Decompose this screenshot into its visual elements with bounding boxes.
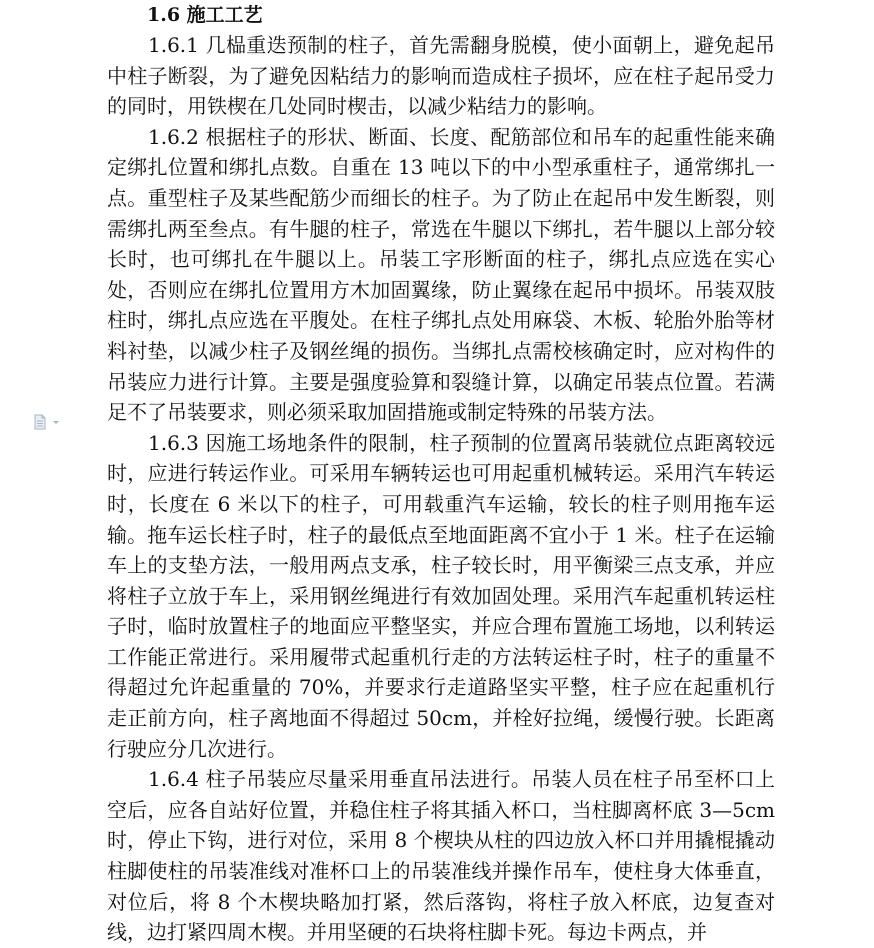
document-page [107,0,775,948]
document-options-icon [33,414,61,430]
section-heading: 1.6 施工工艺 [147,4,263,26]
paragraph-1-6-1: 1.6.1 几榀重迭预制的柱子，首先需翻身脱模，使小面朝上，避免起吊中柱子断裂，为了避免因粘结力的影响而造成柱子损坏，应在柱子起吊受力的同时，用铁楔在几处同时楔击，以减少粘结力的影响。 [107,33,775,119]
paragraph-1-6-2: 1.6.2 根据柱子的形状、断面、长度、配筋部位和吊车的起重性能来确定绑扎位置和绑扎点数。自重在 13 吨以下的中小型承重柱子，通常绑扎一点。重型柱子及某些配筋少而细长的柱子。为了防止在起吊中发生断裂，则需绑扎两至叁点。有牛腿的柱子，常选在牛腿以下绑扎，若牛腿以上部分较长时，也可绑扎在牛腿以上。吊装工字形断面的柱子，绑扎点应选在实心处，否则应在绑扎位置用方木加固翼缘，防止翼缘在起吊中损坏。吊装双肢柱时，绑扎点应选在平腹处。在柱子绑扎点处用麻袋、木板、轮胎外胎等材料衬垫，以减少柱子及钢丝绳的损伤。当绑扎点需校核确定时，应对构件的吊装应力进行计算。主要是强度验算和裂缝计算，以确定吊装点位置。若满足不了吊装要求，则必须采取加固措施或制定特殊的吊装方法。 [107,124,775,425]
paragraph-1-6-3: 1.6.3 因施工场地条件的限制，柱子预制的位置离吊装就位点距离较远时，应进行转运作业。可采用车辆转运也可用起重机械转运。采用汽车转运时，长度在 6 米以下的柱子，可用载重汽车运输，较长的柱子则用拖车运输。拖车运长柱子时，柱子的最低点至地面距离不宜小于 1 米。柱子在运输车上的支垫方法，一般用两点支承，柱子较长时，用平衡梁三点支承，并应将柱子立放于车上，采用钢丝绳进行有效加固处理。采用汽车起重机转运柱子时，临时放置柱子的地面应平整坚实，并应合理布置施工场地，以利转运工作能正常进行。采用履带式起重机行走的方法转运柱子时，柱子的重量不得超过允许起重量的 70%，并要求行走道路坚实平整，柱子应在起重机行走正前方向，柱子离地面不得超过 50cm，并栓好拉绳，缓慢行驶。长距离行驶应分几次进行。 [107,430,775,761]
paragraph-1-6-4: 1.6.4 柱子吊装应尽量采用垂直吊法进行。吊装人员在柱子吊至杯口上空后，应各自站好位置，并稳住柱子将其插入杯口，当柱脚离杯底 3—5cm 时，停止下钩，进行对位，采用 8 个楔块从柱的四边放入杯口并用撬棍撬动柱脚使柱的吊装准线对准杯口上的吊装准线并操作吊车，使柱身大体垂直，对位后，将 8 个木楔块略加打紧，然后落钩，将柱子放入杯底，边复查对线，边打紧四周木楔。并用坚硬的石块将柱脚卡死。每边卡两点，并 [107,767,775,945]
paragraph-options-marker[interactable] [33,414,61,430]
